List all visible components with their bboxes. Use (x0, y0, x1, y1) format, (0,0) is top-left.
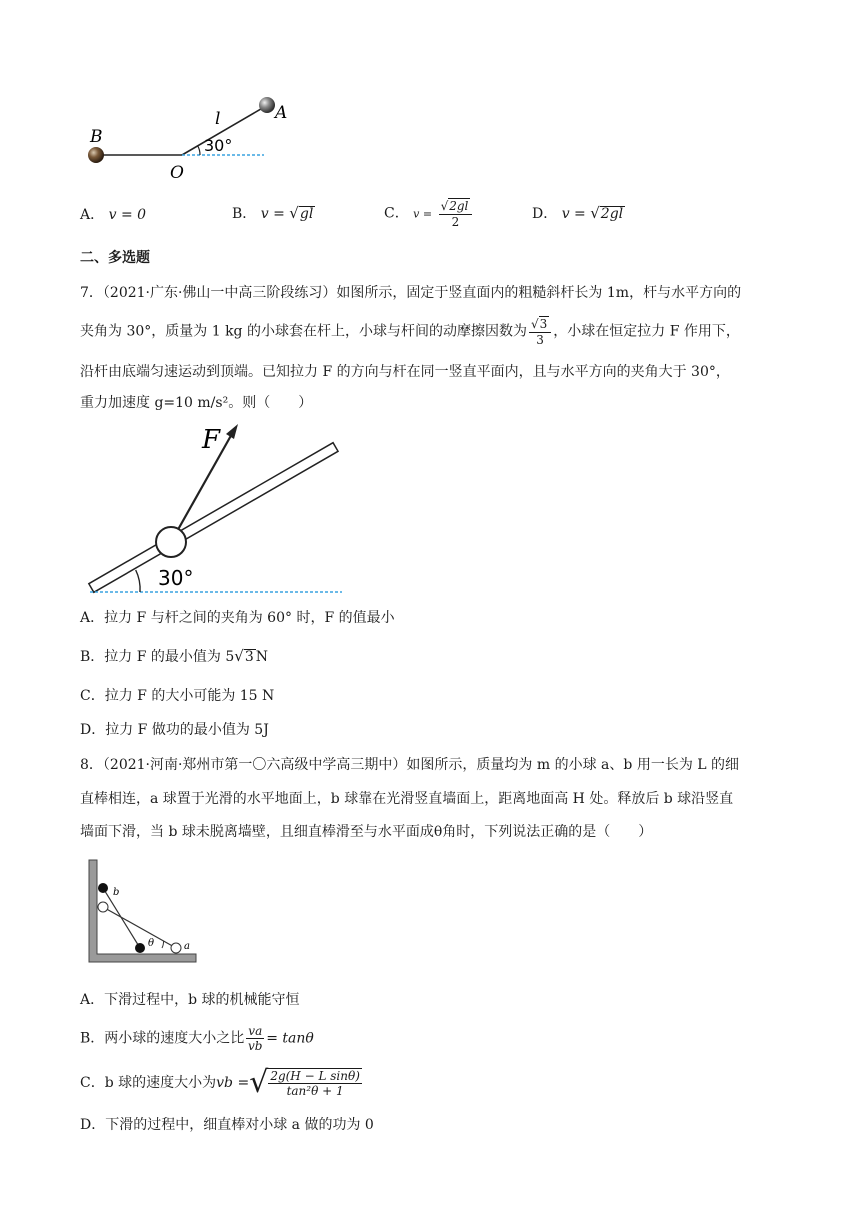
option-expr: v = 0 (108, 207, 147, 223)
option-letter: B． (232, 206, 257, 222)
option-lhs: v = (413, 207, 433, 221)
option-radicand: gl (299, 206, 314, 222)
q7-option-c[interactable]: C．拉力 F 的大小可能为 15 N (80, 688, 275, 704)
ball-a-light (171, 943, 181, 953)
angle-arc (136, 570, 140, 592)
q8-option-c[interactable]: C．b 球的速度大小为vb =√ $\frac{\text{2g(H − L sinθ)}}{\text{tan²θ + 1}}$ (80, 1065, 360, 1100)
option-unit: N (255, 649, 268, 665)
q8-option-b[interactable] (80, 1024, 314, 1053)
rod-initial (103, 907, 176, 948)
q8-option-d[interactable]: D．下滑的过程中，细直棒对小球 a 做的功为 0 (80, 1117, 374, 1133)
label-A: A (275, 103, 288, 123)
force-arrowhead-icon (226, 424, 238, 439)
q7-option-b[interactable]: B．拉力 F 的最小值为 5√3 N (80, 647, 268, 665)
option-letter: D． (532, 206, 558, 222)
option-radicand: 3 (244, 649, 254, 665)
option-denominator: tan²θ + 1 (286, 1084, 344, 1098)
angle-arc (162, 941, 164, 948)
label-angle-30: 30° (204, 136, 233, 155)
option-lhs: vb = (216, 1075, 250, 1091)
option-numerator: 2gl (449, 199, 469, 213)
ball-b-dark (98, 883, 108, 893)
q7-stem-text-2: ，小球在恒定拉力 F 作用下， (553, 323, 740, 340)
label-a: a (184, 941, 190, 952)
option-letter: C． (384, 205, 409, 222)
option-text: B．两小球的速度大小之比 (80, 1030, 245, 1047)
label-angle-30: 30° (158, 566, 194, 590)
ball-A (259, 97, 275, 113)
label-theta: θ (148, 938, 155, 949)
q6-option-b[interactable]: B． v = √gl (232, 204, 314, 222)
q7-stem-line1: 7．（2021·广东·佛山一中高三阶段练习）如图所示，固定于竖直面内的粗糙斜杆长为 1m，杆与水平方向的 (80, 285, 742, 301)
q6-option-c[interactable]: C． v = $\frac{√2gl}{2}$ (384, 198, 474, 229)
q6-option-a[interactable] (80, 205, 146, 225)
option-text: B．拉力 F 的最小值为 5 (80, 649, 235, 665)
q7-option-a[interactable]: A．拉力 F 与杆之间的夹角为 60° 时，F 的值最小 (80, 610, 395, 626)
q7-stem-text: 夹角为 30°，质量为 1 kg 的小球套在杆上，小球与杆间的动摩擦因数为 (80, 323, 527, 340)
q7-stem-line3: 沿杆由底端匀速运动到顶端。已知拉力 F 的方向与杆在同一竖直平面内，且与水平方向的夹角大于 30°， (80, 364, 730, 380)
option-numerator: va (248, 1024, 263, 1038)
ball (156, 527, 186, 557)
label-l: l (215, 109, 221, 129)
q8-stem-line3: 墙面下滑，当 b 球未脱离墙壁，且细直棒滑至与水平面成θ角时，下列说法正确的是（ ） (80, 824, 653, 840)
q8-figure (84, 858, 204, 968)
option-denominator: vb (248, 1039, 263, 1053)
option-rhs: = tanθ (266, 1030, 314, 1047)
option-numerator: 2g(H − L sinθ) (270, 1069, 360, 1083)
ball-B (88, 147, 104, 163)
q8-option-a[interactable]: A．下滑过程中，b 球的机械能守恒 (80, 992, 300, 1008)
label-B: B (90, 127, 103, 147)
q8-stem-line1: 8．（2021·河南·郑州市第一〇六高级中学高三期中）如图所示，质量均为 m 的小球 a、b 用一长为 L 的细 (80, 757, 740, 773)
q8-stem-line2: 直棒相连，a 球置于光滑的水平地面上，b 球靠在光滑竖直墙面上，距离地面高 H 处。释放后 b 球沿竖直 (80, 791, 734, 807)
option-denominator: 2 (451, 215, 460, 229)
option-text: C．b 球的速度大小为 (80, 1075, 217, 1091)
option-lhs: v = (260, 206, 285, 222)
q6-figure (80, 88, 310, 188)
q7-mu-denominator: 3 (536, 333, 544, 347)
option-radicand: 2gl (600, 206, 624, 222)
option-lhs: v = (561, 206, 586, 222)
q6-option-d[interactable]: D． v = √2gl (532, 204, 624, 222)
q7-stem-line2: 夹角为 30°，质量为 1 kg 的小球套在杆上，小球与杆间的动摩擦因数为 $\frac{√3}{3}$ ，小球在恒定拉力 F 作用下， (80, 317, 740, 347)
option-letter: A． (80, 207, 105, 223)
q7-figure (80, 418, 350, 598)
ball-b-light (98, 902, 108, 912)
ball-a-dark (135, 943, 145, 953)
angle-arc (198, 146, 201, 156)
section-heading: 二、多选题 (80, 250, 150, 266)
label-F: F (202, 425, 221, 455)
q7-stem-line4: 重力加速度 g=10 m/s²。则（ ） (80, 395, 313, 411)
label-b: b (113, 887, 120, 898)
label-O: O (170, 163, 184, 183)
q7-option-d[interactable]: D．拉力 F 做功的最小值为 5J (80, 722, 269, 738)
q7-mu-numerator: 3 (539, 317, 548, 331)
